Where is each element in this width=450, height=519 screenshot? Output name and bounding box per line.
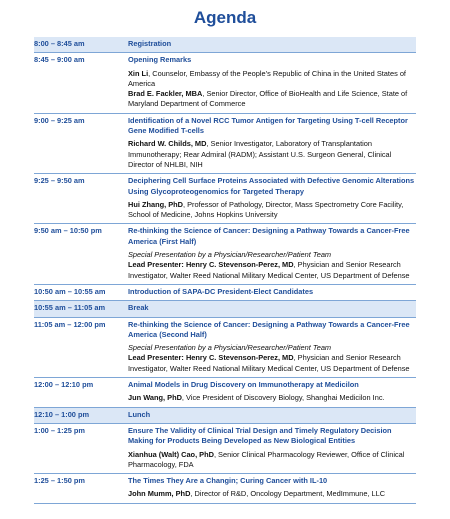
speaker-name: Jun Wang, PhD — [128, 393, 182, 403]
agenda-time: 11:05 am – 12:00 pm — [34, 319, 106, 329]
agenda-time: 9:25 – 9:50 am — [34, 176, 85, 186]
session-title: Re-thinking the Science of Cancer: Designing a Pathway Towards a Cancer-Free America (First Half) — [128, 226, 410, 246]
agenda-row — [34, 285, 416, 301]
agenda-time: 8:45 – 9:00 am — [34, 55, 85, 65]
agenda-content — [128, 226, 416, 280]
speaker-name: Hui Zhang, PhD — [128, 199, 184, 209]
agenda-row — [34, 114, 416, 174]
speaker-details: , Senior Investigator, Laboratory of Transplantation Immunotherapy; Rear Admiral (RADM); Assistant U.S. Surgeon General, Clinical Director of NHLBI, NIH — [128, 139, 392, 169]
page-title: Agenda — [193, 8, 257, 27]
session-title: Break — [128, 303, 149, 313]
agenda-time: 8:00 – 8:45 am — [34, 39, 85, 48]
agenda-row — [34, 301, 416, 317]
session-title: Animal Models in Drug Discovery on Immunotherapy at Medicilon — [128, 380, 359, 390]
speaker-name: Xin Li — [128, 68, 149, 78]
agenda-content — [128, 55, 416, 109]
session-title: Lunch — [128, 409, 151, 419]
speaker-name: John Mumm, PhD — [128, 489, 191, 499]
lead-presenter-label: Lead Presenter: — [128, 353, 184, 363]
agenda-row — [34, 408, 416, 424]
agenda-content — [128, 303, 416, 313]
speaker-name: Xianhua (Walt) Cao, PhD — [128, 449, 214, 459]
agenda-time: 12:10 – 1:00 pm — [34, 409, 90, 419]
agenda-content — [128, 380, 416, 404]
agenda-row — [34, 224, 416, 284]
speaker — [128, 139, 416, 170]
speaker — [128, 450, 416, 471]
agenda-content — [128, 476, 416, 500]
speaker-details: , Senior Clinical Pharmacology Reviewer, Office of Clinical Pharmacology, FDA — [128, 449, 405, 469]
agenda-content — [128, 410, 416, 420]
speaker-details: , Vice President of Discovery Biology, Shanghai Medicilon Inc. — [181, 393, 385, 403]
agenda-content — [128, 176, 416, 220]
agenda-content — [128, 426, 416, 470]
agenda-content — [128, 320, 416, 374]
lead-presenter-label: Lead Presenter: — [128, 260, 184, 270]
agenda-row — [34, 424, 416, 474]
agenda-content — [128, 39, 416, 49]
session-title: Ensure The Validity of Clinical Trial Design and Timely Regulatory Decision Making for Products Being Developed as New Biological Entities — [128, 425, 392, 446]
session-title: The Times They Are a Changin; Curing Cancer with IL-10 — [128, 476, 328, 486]
agenda-time: 9:50 am – 10:50 pm — [34, 226, 102, 236]
session-title: Re-thinking the Science of Cancer: Designing a Pathway Towards a Cancer-Free America (Second Half) — [128, 319, 410, 339]
agenda-time: 9:00 – 9:25 am — [34, 115, 85, 125]
agenda-time: 1:00 – 1:25 pm — [34, 425, 85, 435]
lead-presenter-details: , Physician and Senior Research Investigator, Walter Reed National Military Medical Center, US Department of Defense — [128, 260, 410, 280]
speaker — [128, 69, 416, 90]
speaker — [128, 489, 416, 499]
agenda-row — [34, 37, 416, 53]
speaker-details: , Senior Director, Office of BioHealth and Life Science, State of Maryland Department of Commerce — [128, 89, 408, 109]
special-presentation-note: Special Presentation by a Physician/Researcher/Patient Team — [128, 343, 332, 353]
agenda-table — [34, 37, 416, 504]
session-title: Opening Remarks — [128, 55, 192, 65]
agenda-row — [34, 174, 416, 224]
lead-presenter-name: Henry C. Stevenson-Perez, MD — [185, 260, 294, 270]
agenda-content — [128, 116, 416, 170]
speaker-details: , Professor of Pathology, Director, Mass Spectrometry Core Facility, School of Medicine, Johns Hopkins University — [128, 199, 404, 220]
agenda-row — [34, 474, 416, 504]
agenda-time: 10:55 am – 11:05 am — [34, 303, 106, 313]
speaker — [128, 89, 416, 110]
agenda-row — [34, 53, 416, 113]
agenda-time: 12:00 – 12:10 pm — [34, 380, 94, 390]
agenda-content — [128, 287, 416, 297]
speaker — [128, 393, 416, 403]
agenda-row — [34, 318, 416, 378]
session-title: Deciphering Cell Surface Proteins Associated with Defective Genomic Alterations Using Glycoproteogenomics for Targeted Therapy — [128, 176, 415, 196]
agenda-time: 1:25 – 1:50 pm — [34, 476, 85, 486]
special-presentation-note: Special Presentation by a Physician/Researcher/Patient Team — [128, 250, 332, 260]
lead-presenter-name: Henry C. Stevenson-Perez, MD — [185, 353, 294, 363]
lead-presenter-details: , Physician and Senior Research Investigator, Walter Reed National Military Medical Center, US Department of Defense — [128, 353, 410, 373]
session-title: Registration — [128, 39, 172, 48]
speaker-name: Richard W. Childs, MD — [128, 139, 207, 149]
lead-presenter — [128, 260, 416, 281]
session-title: Identification of a Novel RCC Tumor Antigen for Targeting Using T-cell Receptor Gene Modified T-cells — [128, 115, 408, 136]
session-title: Introduction of SAPA-DC President-Elect Candidates — [128, 286, 314, 296]
lead-presenter — [128, 353, 416, 374]
speaker-details: , Director of R&D, Oncology Department, MedImmune, LLC — [190, 489, 386, 499]
speaker — [128, 200, 416, 221]
agenda-row — [34, 378, 416, 408]
speaker-name: Brad E. Fackler, MBA — [128, 89, 203, 99]
agenda-time: 10:50 am – 10:55 am — [34, 286, 106, 296]
speaker-details: , Counselor, Embassy of the People’s Republic of China in the United States of America — [128, 68, 406, 88]
